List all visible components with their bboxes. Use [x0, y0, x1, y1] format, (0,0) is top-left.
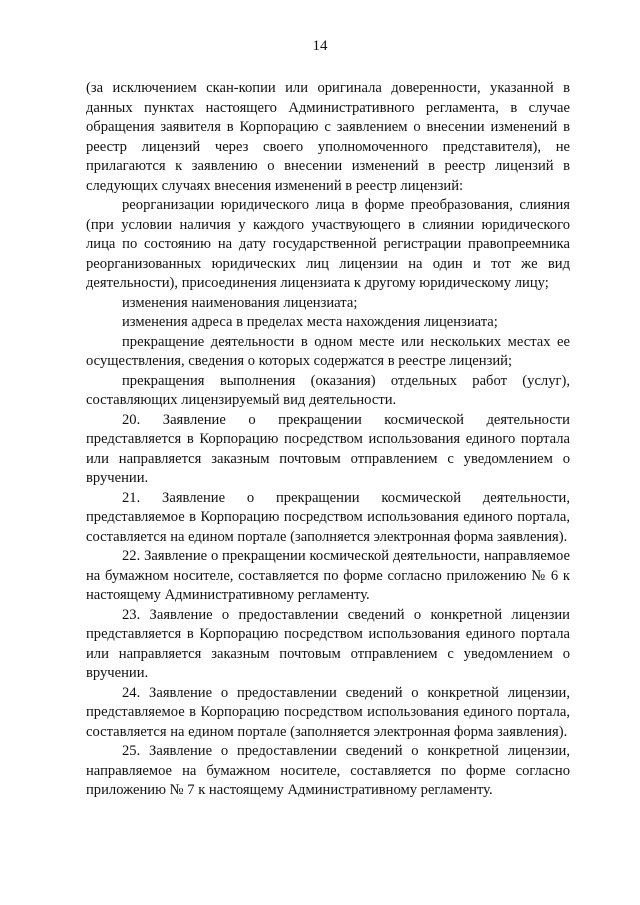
paragraph-name-change: изменения наименования лицензиата;	[122, 294, 358, 311]
paragraph-activity-termination-place: прекращение деятельности в одном месте или нескольких местах ее осуществления, сведения о которых содержатся в реестре лицензий;	[86, 333, 570, 369]
paragraph-works-termination: прекращения выполнения (оказания) отдельных работ (услуг), составляющих лицензируемый вид деятельности.	[86, 372, 570, 408]
paragraph-item-23: 23. Заявление о предоставлении сведений о конкретной лицензии представляется в Корпорацию посредством использования единого портала или направляется заказным почтовым отправлением с уведомлением о вручении.	[86, 606, 570, 681]
paragraph-item-20: 20. Заявление о прекращении космической деятельности представляется в Корпорацию посредством использования единого портала или направляется заказным почтовым отправлением с уведомлением о вручении.	[86, 411, 570, 486]
paragraph-continuation: (за исключением скан-копии или оригинала доверенности, указанной в данных пунктах настоящего Административного регламента, в случае обращения заявителя в Корпорацию с заявлением о внесении изменений в реестр лицензий через своего уполномоченного представителя), не прилагаются к заявлению о внесении изменений в реестр лицензий в следующих случаях внесения изменений в реестр лицензий:	[86, 80, 570, 194]
paragraph-item-22: 22. Заявление о прекращении космической деятельности, направляемое на бумажном носителе, составляется по форме согласно приложению № 6 к настоящему Административному регламенту.	[86, 548, 570, 603]
paragraph-item-24: 24. Заявление о предоставлении сведений о конкретной лицензии, представляемое в Корпорацию посредством использования единого портала, составляется на едином портале (заполняется электронная форма заявления).	[86, 684, 570, 740]
document-body	[86, 79, 570, 801]
paragraph-item-25: 25. Заявление о предоставлении сведений о конкретной лицензии, направляемое на бумажном носителе, составляется по форме согласно приложению № 7 к настоящему Административному регламенту.	[86, 743, 570, 798]
page-number: 14	[312, 38, 328, 54]
paragraph-address-change: изменения адреса в пределах места нахождения лицензиата;	[122, 314, 498, 330]
paragraph-item-21: 21. Заявление о прекращении космической деятельности, представляемое в Корпорацию посредством использования единого портала, составляется на едином портале (заполняется электронная форма заявления).	[86, 489, 570, 545]
paragraph-reorganization: реорганизации юридического лица в форме преобразования, слияния (при условии наличия у каждого участвующего в слиянии юридического лица по состоянию на дату государственной регистрации правопреемника реорганизованных юридических лиц лицензии на один и тот же вид деятельности), присоединения лицензиата к другому юридическому лицу;	[86, 197, 570, 291]
